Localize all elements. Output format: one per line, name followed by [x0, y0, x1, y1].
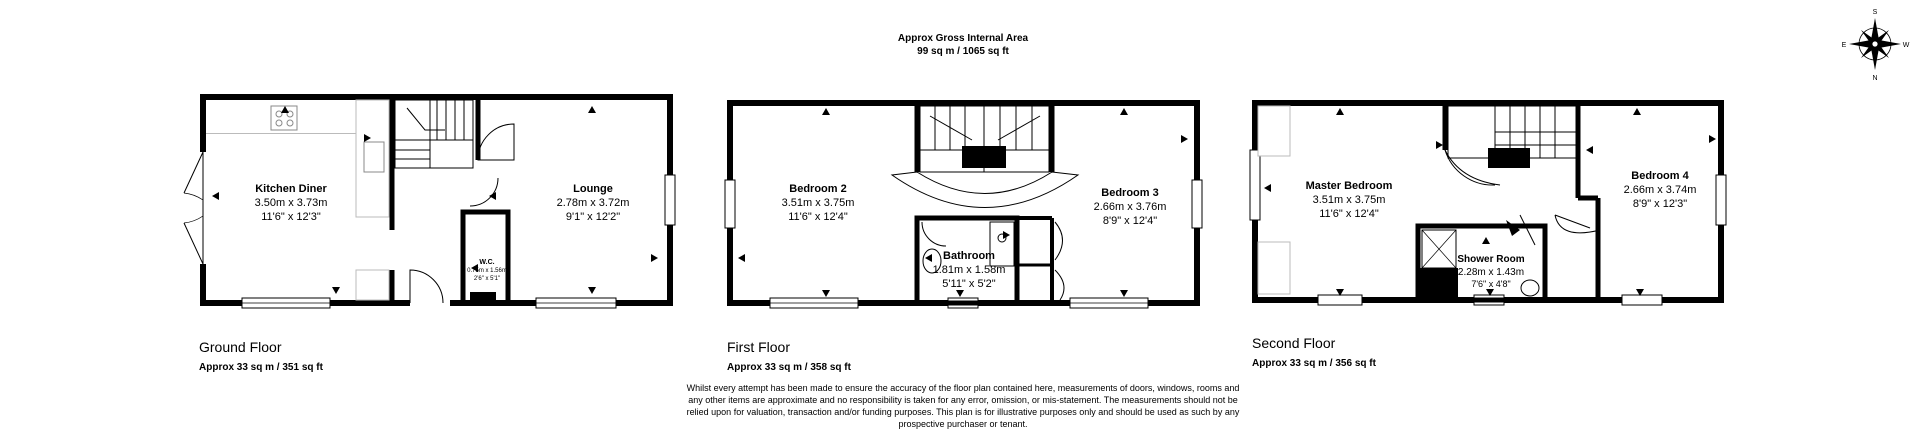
disclaimer-line: relied upon for valuation, transaction and/or funding purposes. This plan is for illustrative purposes only and should be used as such by any	[686, 407, 1240, 417]
room-name: W.C.	[479, 259, 495, 266]
room-imperial: 11'6" x 12'4"	[1319, 208, 1379, 220]
disclaimer-line: prospective purchaser or tenant.	[898, 419, 1028, 429]
room-metric: 2.66m x 3.74m	[1623, 184, 1697, 196]
floor-area: Approx 33 sq m / 356 sq ft	[1252, 358, 1376, 369]
floor-name: Ground Floor	[199, 339, 282, 355]
room-imperial: 8'9" x 12'4"	[1102, 215, 1158, 227]
room-metric: 2.66m x 3.76m	[1093, 201, 1167, 213]
room-metric: 0.75m x 1.56m	[467, 268, 507, 274]
compass-w: W	[1902, 42, 1910, 49]
room-metric: 3.51m x 3.75m	[781, 197, 855, 209]
room-name: Bathroom	[943, 250, 995, 262]
room-imperial: 8'9" x 12'3"	[1632, 198, 1688, 210]
room-name: Kitchen Diner	[255, 183, 327, 195]
room-name: Bedroom 3	[1101, 187, 1159, 199]
second-floor-plan	[1250, 103, 1726, 305]
room-name: Bedroom 4	[1631, 170, 1689, 182]
room-metric: 1.81m x 1.58m	[932, 264, 1006, 276]
room-name: Bedroom 2	[789, 183, 847, 195]
floor-area: Approx 33 sq m / 358 sq ft	[727, 362, 851, 373]
room-imperial: 5'11" x 5'2"	[942, 278, 996, 290]
floor-name: Second Floor	[1252, 335, 1336, 351]
room-imperial: 9'1" x 12'2"	[565, 211, 621, 223]
room-imperial: 11'6" x 12'3"	[261, 211, 321, 223]
compass-s: S	[1872, 9, 1878, 16]
compass-e: E	[1841, 42, 1847, 49]
disclaimer-line: any other items are approximate and no responsibility is taken for any error, omission, or mis-statement. The measurements should not be	[688, 395, 1238, 405]
room-imperial: 7'6" x 4'8"	[1471, 279, 1511, 289]
room-metric: 2.28m x 1.43m	[1457, 267, 1525, 278]
compass-n: N	[1872, 75, 1878, 82]
ground-floor-plan	[184, 97, 675, 308]
room-imperial: 11'6" x 12'4"	[788, 211, 848, 223]
disclaimer	[687, 383, 1240, 429]
gross-area-title: Approx Gross Internal Area	[897, 33, 1029, 44]
room-imperial: 2'6" x 5'1"	[473, 276, 501, 282]
room-name: Lounge	[573, 183, 613, 195]
compass-rose-icon	[1842, 9, 1910, 82]
room-name: Master Bedroom	[1305, 180, 1393, 192]
room-metric: 3.51m x 3.75m	[1312, 194, 1386, 206]
floor-name: First Floor	[727, 339, 790, 355]
floor-area: Approx 33 sq m / 351 sq ft	[199, 362, 323, 373]
room-name: Shower Room	[1457, 254, 1525, 265]
room-metric: 3.50m x 3.73m	[254, 197, 328, 209]
disclaimer-line: Whilst every attempt has been made to ensure the accuracy of the floor plan contained here, measurements of doors, windows, rooms and	[686, 383, 1240, 393]
room-metric: 2.78m x 3.72m	[556, 197, 630, 209]
gross-area-value: 99 sq m / 1065 sq ft	[917, 46, 1009, 57]
first-floor-plan	[725, 103, 1202, 308]
